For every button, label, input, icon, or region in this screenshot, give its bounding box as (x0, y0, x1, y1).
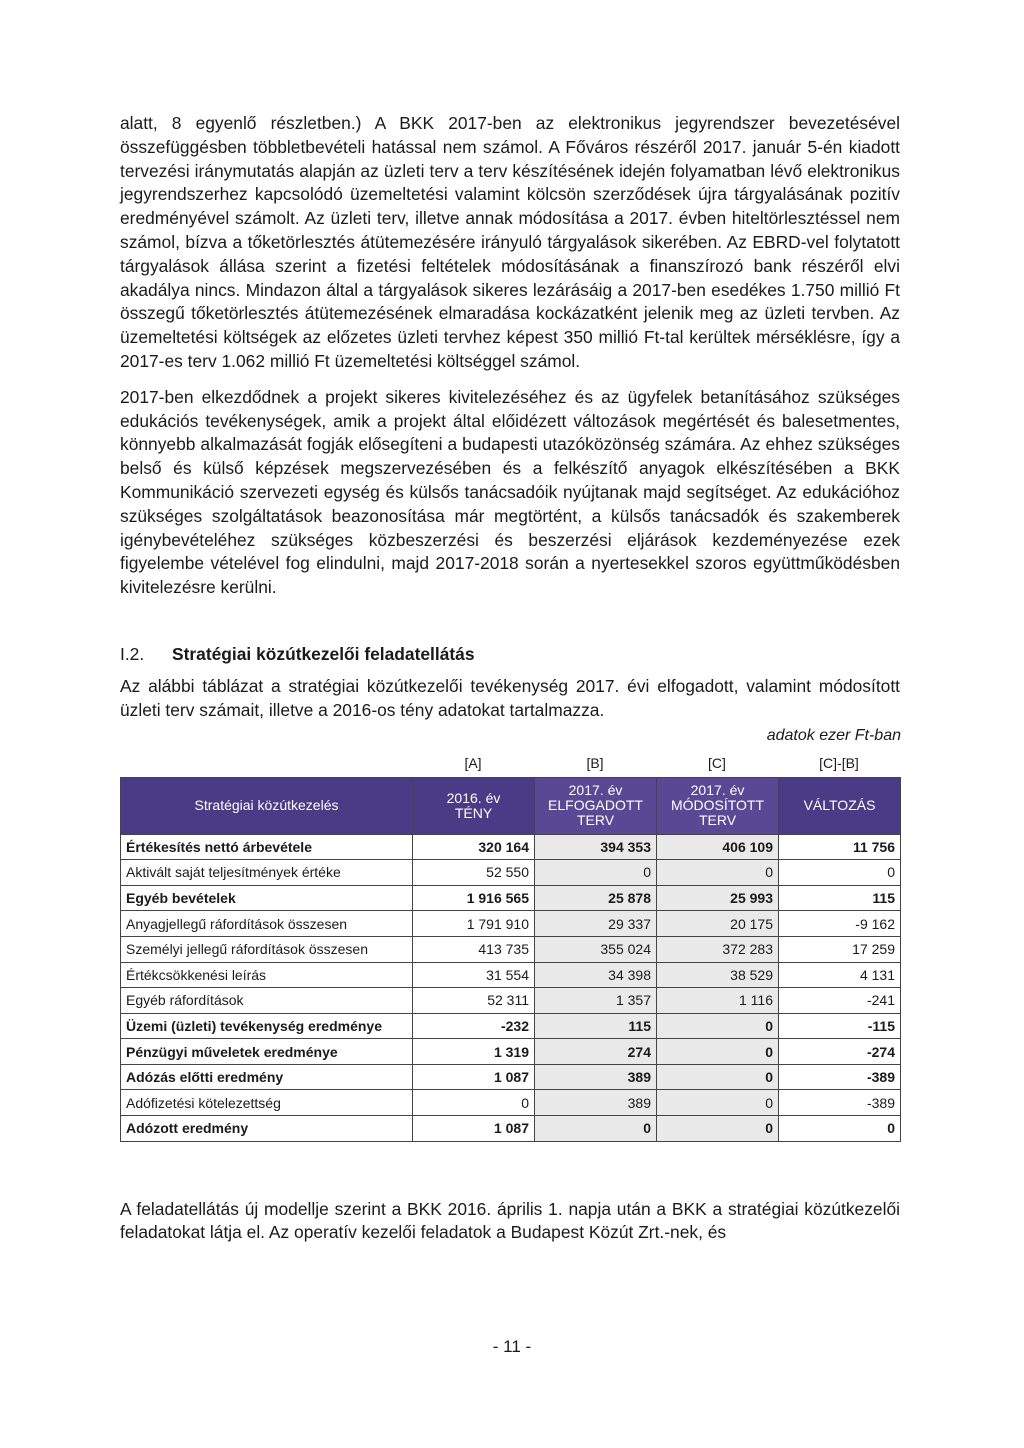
cell-2017-modified: 0 (657, 1090, 779, 1116)
cell-2017-adopted: 0 (535, 860, 657, 886)
row-label: Adózott eredmény (121, 1116, 413, 1142)
column-codes (120, 755, 900, 775)
table-row (121, 1064, 901, 1090)
cell-2017-adopted: 115 (535, 1013, 657, 1039)
table-row (121, 1039, 901, 1065)
row-label: Egyéb ráfordítások (121, 988, 413, 1014)
cell-2016-actual: 1 916 565 (413, 885, 535, 911)
cell-2017-modified: 25 993 (657, 885, 779, 911)
table-row (121, 1090, 901, 1116)
cell-2016-actual: 413 735 (413, 936, 535, 962)
cell-2017-adopted: 0 (535, 1116, 657, 1142)
header-2017-modified-plan: 2017. év MÓDOSÍTOTT TERV (657, 777, 779, 834)
cell-change: 115 (779, 885, 901, 911)
header-2016-actual: 2016. év TÉNY (413, 777, 535, 834)
col-code-b: [B] (586, 754, 604, 771)
page-number: - 11 - (492, 1337, 532, 1356)
table-row (121, 911, 901, 937)
cell-2017-modified: 0 (657, 860, 779, 886)
table-row (121, 1116, 901, 1142)
row-label: Értékcsökkenési leírás (121, 962, 413, 988)
row-label: Adózás előtti eredmény (121, 1064, 413, 1090)
cell-2017-adopted: 1 357 (535, 988, 657, 1014)
cell-2017-modified: 0 (657, 1013, 779, 1039)
table-row (121, 936, 901, 962)
paragraph-new-model: A feladatellátás új modellje szerint a BKK 2016. április 1. napja után a BKK a stratégiai közútkezelői feladatokat látja el. Az operatív kezelői feladatok a Budapest Közút Zrt.-nek, és (120, 1198, 900, 1243)
table-row (121, 885, 901, 911)
cell-change: 0 (779, 860, 901, 886)
row-label: Üzemi (üzleti) tevékenység eredménye (121, 1013, 413, 1039)
table-row (121, 988, 901, 1014)
cell-2017-adopted: 394 353 (535, 834, 657, 860)
cell-change: -389 (779, 1090, 901, 1116)
cell-change: 11 756 (779, 834, 901, 860)
cell-2017-adopted: 389 (535, 1064, 657, 1090)
cell-2016-actual: 1 087 (413, 1064, 535, 1090)
cell-2016-actual: 52 311 (413, 988, 535, 1014)
cell-2017-adopted: 29 337 (535, 911, 657, 937)
cell-2017-modified: 1 116 (657, 988, 779, 1014)
row-label: Egyéb bevételek (121, 885, 413, 911)
financial-table (120, 777, 901, 1142)
cell-2017-modified: 406 109 (657, 834, 779, 860)
cell-change: 0 (779, 1116, 901, 1142)
table-row (121, 962, 901, 988)
table-row (121, 834, 901, 860)
table-row (121, 1013, 901, 1039)
cell-2016-actual: 1 319 (413, 1039, 535, 1065)
cell-2016-actual: 52 550 (413, 860, 535, 886)
cell-2017-modified: 0 (657, 1116, 779, 1142)
table-intro: Az alábbi táblázat a stratégiai közútkezelői tevékenység 2017. évi elfogadott, valamint módosított üzleti terv számait, illetve a 2016-os tény adatokat tartalmazza. (120, 675, 900, 720)
cell-2017-modified: 38 529 (657, 962, 779, 988)
cell-change: 4 131 (779, 962, 901, 988)
cell-2017-adopted: 274 (535, 1039, 657, 1065)
col-code-d: [C]-[B] (819, 754, 859, 771)
cell-2016-actual: 320 164 (413, 834, 535, 860)
cell-2017-modified: 372 283 (657, 936, 779, 962)
cell-2017-adopted: 355 024 (535, 936, 657, 962)
col-code-a: [A] (464, 754, 482, 771)
cell-change: -241 (779, 988, 901, 1014)
header-change: VÁLTOZÁS (779, 777, 901, 834)
col-code-c: [C] (708, 754, 726, 771)
header-label: Stratégiai közútkezelés (121, 777, 413, 834)
cell-change: -389 (779, 1064, 901, 1090)
row-label: Adófizetési kötelezettség (121, 1090, 413, 1116)
cell-change: -274 (779, 1039, 901, 1065)
cell-2017-modified: 0 (657, 1039, 779, 1065)
paragraph-education: 2017-ben elkezdődnek a projekt sikeres kivitelezéséhez és az ügyfelek betanításához szükséges edukációs tevékenységek, amik a projekt által előidézett változások megértését és balesetmentes, könnyebb alkalmazását fogják elősegíteni a budapesti utazóközönség számára. Az ehhez szükséges belső és külső képzések megszervezésében és a felkészítő anyagok elkészítésében a BKK Kommunikáció szervezeti egység és külsős tanácsadóik nyújtanak majd segítséget. Az edukációhoz szükséges szolgáltatások beazonosítása már megtörtént, a külsős tanácsadók és szakemberek igénybevételéhez szükséges közbeszerzési és beszerzési eljárások kezdeményezése ezek figyelembe vételével fog elindulni, majd 2017-2018 során a nyertesekkel szoros együttműködésben kivitelezésre kerülni. (120, 386, 900, 598)
unit-note: adatok ezer Ft-ban (766, 726, 901, 744)
row-label: Pénzügyi műveletek eredménye (121, 1039, 413, 1065)
cell-2017-adopted: 25 878 (535, 885, 657, 911)
row-label: Személyi jellegű ráfordítások összesen (121, 936, 413, 962)
section-heading (120, 644, 900, 665)
section-title: Stratégiai közútkezelői feladatellátás (172, 643, 475, 664)
cell-2017-adopted: 34 398 (535, 962, 657, 988)
cell-2017-modified: 0 (657, 1064, 779, 1090)
table-header-row (121, 777, 901, 834)
paragraph-ticketing: alatt, 8 egyenlő részletben.) A BKK 2017-ben az elektronikus jegyrendszer bevezetésével összefüggésben többletbevételi hatással nem számol. A Főváros részéről 2017. január 5-én kiadott tervezési iránymutatás alapján az üzleti terv a terv készítésének idején folyamatban lévő elektronikus jegyrendszerhez kapcsolódó üzemeltetési valamint kölcsön szerződések újra tárgyalásának pozitív eredményével számolt. Az üzleti terv, illetve annak módosítása a 2017. évben hiteltörlesztéssel nem számol, bízva a tőketörlesztés átütemezésére irányuló tárgyalások sikerében. Az EBRD-vel folytatott tárgyalások állása szerint a fizetési feltételek módosításának a finanszírozó bank részéről elvi akadálya nincs. Mindazon által a tárgyalások sikeres lezárásáig a 2017-ben esedékes 1.750 millió Ft összegű tőketörlesztés átütemezésének elmaradása kockázatként jelenik meg az üzleti tervben. Az üzemeltetési költségek az előzetes üzleti tervhez képest 350 millió Ft-tal kerültek mérséklésre, így a 2017-es terv 1.062 millió Ft üzemeltetési költséggel számol. (120, 113, 900, 371)
cell-change: -115 (779, 1013, 901, 1039)
cell-change: -9 162 (779, 911, 901, 937)
cell-2017-adopted: 389 (535, 1090, 657, 1116)
section-number: I.2. (120, 643, 145, 664)
cell-2016-actual: -232 (413, 1013, 535, 1039)
header-2017-adopted-plan: 2017. év ELFOGADOTT TERV (535, 777, 657, 834)
document-page (120, 112, 900, 1245)
cell-2016-actual: 0 (413, 1090, 535, 1116)
cell-change: 17 259 (779, 936, 901, 962)
row-label: Anyagjellegű ráfordítások összesen (121, 911, 413, 937)
table-row (121, 860, 901, 886)
row-label: Értékesítés nettó árbevétele (121, 834, 413, 860)
cell-2016-actual: 31 554 (413, 962, 535, 988)
row-label: Aktivált saját teljesítmények értéke (121, 860, 413, 886)
cell-2016-actual: 1 087 (413, 1116, 535, 1142)
cell-2017-modified: 20 175 (657, 911, 779, 937)
cell-2016-actual: 1 791 910 (413, 911, 535, 937)
